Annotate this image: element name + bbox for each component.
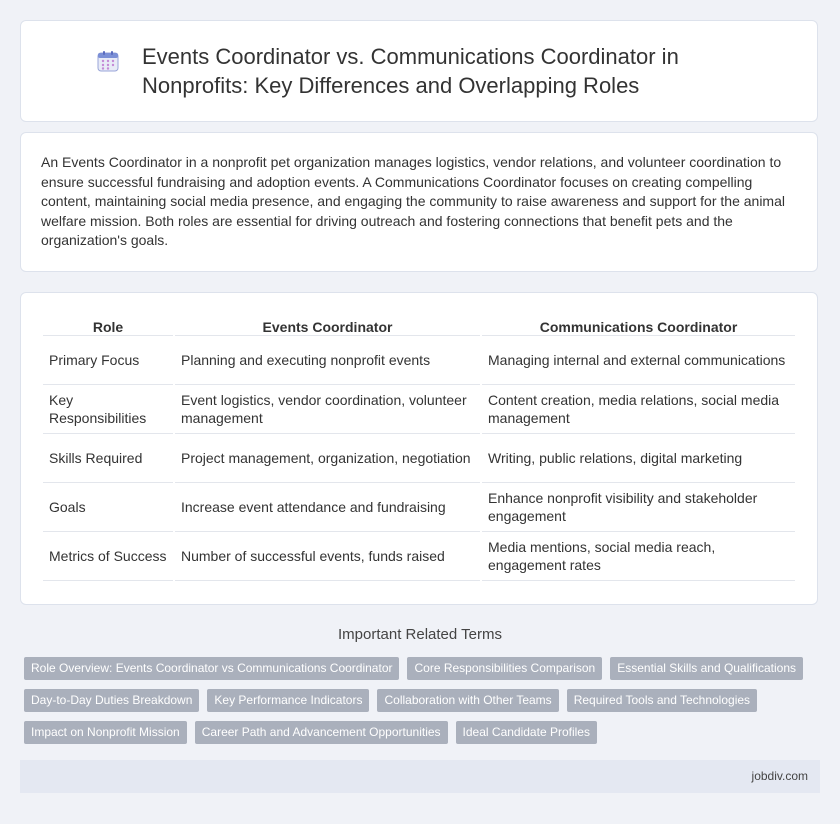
table-row (43, 483, 795, 532)
page-title: Events Coordinator vs. Communications Coordinator in Nonprofits: Key Differences and Overlapping Roles (142, 44, 679, 98)
communications-cell: Enhance nonprofit visibility and stakeholder engagement (482, 483, 795, 532)
intro-card (20, 132, 818, 272)
related-tag[interactable]: Ideal Candidate Profiles (456, 721, 597, 744)
row-label: Primary Focus (43, 336, 173, 385)
comparison-table (41, 307, 797, 581)
row-label: Skills Required (43, 434, 173, 483)
related-tag[interactable]: Impact on Nonprofit Mission (24, 721, 187, 744)
footer (20, 760, 820, 793)
footer-site-link[interactable]: jobdiv.com (751, 769, 808, 783)
related-tag[interactable]: Role Overview: Events Coordinator vs Communications Coordinator (24, 657, 399, 680)
row-label: Goals (43, 483, 173, 532)
related-terms-tags (24, 657, 814, 744)
related-tag[interactable]: Collaboration with Other Teams (377, 689, 558, 712)
related-tag[interactable]: Key Performance Indicators (207, 689, 369, 712)
table-row (43, 434, 795, 483)
events-cell: Planning and executing nonprofit events (175, 336, 480, 385)
events-cell: Increase event attendance and fundraising (175, 483, 480, 532)
related-terms-title: Important Related Terms (338, 626, 502, 643)
row-label: Key Responsibilities (43, 385, 173, 434)
comparison-table-card (20, 292, 818, 605)
calendar-icon (96, 49, 120, 73)
communications-cell: Media mentions, social media reach, engagement rates (482, 532, 795, 581)
header-communications-coordinator: Communications Coordinator (482, 307, 795, 336)
related-tag[interactable]: Essential Skills and Qualifications (610, 657, 803, 680)
related-tag[interactable]: Core Responsibilities Comparison (407, 657, 602, 680)
table-row (43, 336, 795, 385)
intro-text: An Events Coordinator in a nonprofit pet organization manages logistics, vendor relations, and volunteer coordination to ensure successful fundraising and adoption events. A Communications Coordinator focuses on creating compelling content, maintaining social media presence, and engaging the community to raise awareness and support for the animal welfare mission. Both roles are essential for driving outreach and fostering connections that benefit pets and the organization's goals. (41, 154, 785, 249)
communications-cell: Managing internal and external communications (482, 336, 795, 385)
header-events-coordinator: Events Coordinator (175, 307, 480, 336)
header-role: Role (43, 307, 173, 336)
communications-cell: Content creation, media relations, social media management (482, 385, 795, 434)
related-tag[interactable]: Required Tools and Technologies (567, 689, 757, 712)
header-card (20, 20, 818, 122)
related-tag[interactable]: Day-to-Day Duties Breakdown (24, 689, 199, 712)
table-row (43, 385, 795, 434)
events-cell: Event logistics, vendor coordination, volunteer management (175, 385, 480, 434)
row-label: Metrics of Success (43, 532, 173, 581)
events-cell: Project management, organization, negotiation (175, 434, 480, 483)
related-tag[interactable]: Career Path and Advancement Opportunities (195, 721, 448, 744)
communications-cell: Writing, public relations, digital marketing (482, 434, 795, 483)
table-header-row (43, 307, 795, 336)
events-cell: Number of successful events, funds raised (175, 532, 480, 581)
table-row (43, 532, 795, 581)
